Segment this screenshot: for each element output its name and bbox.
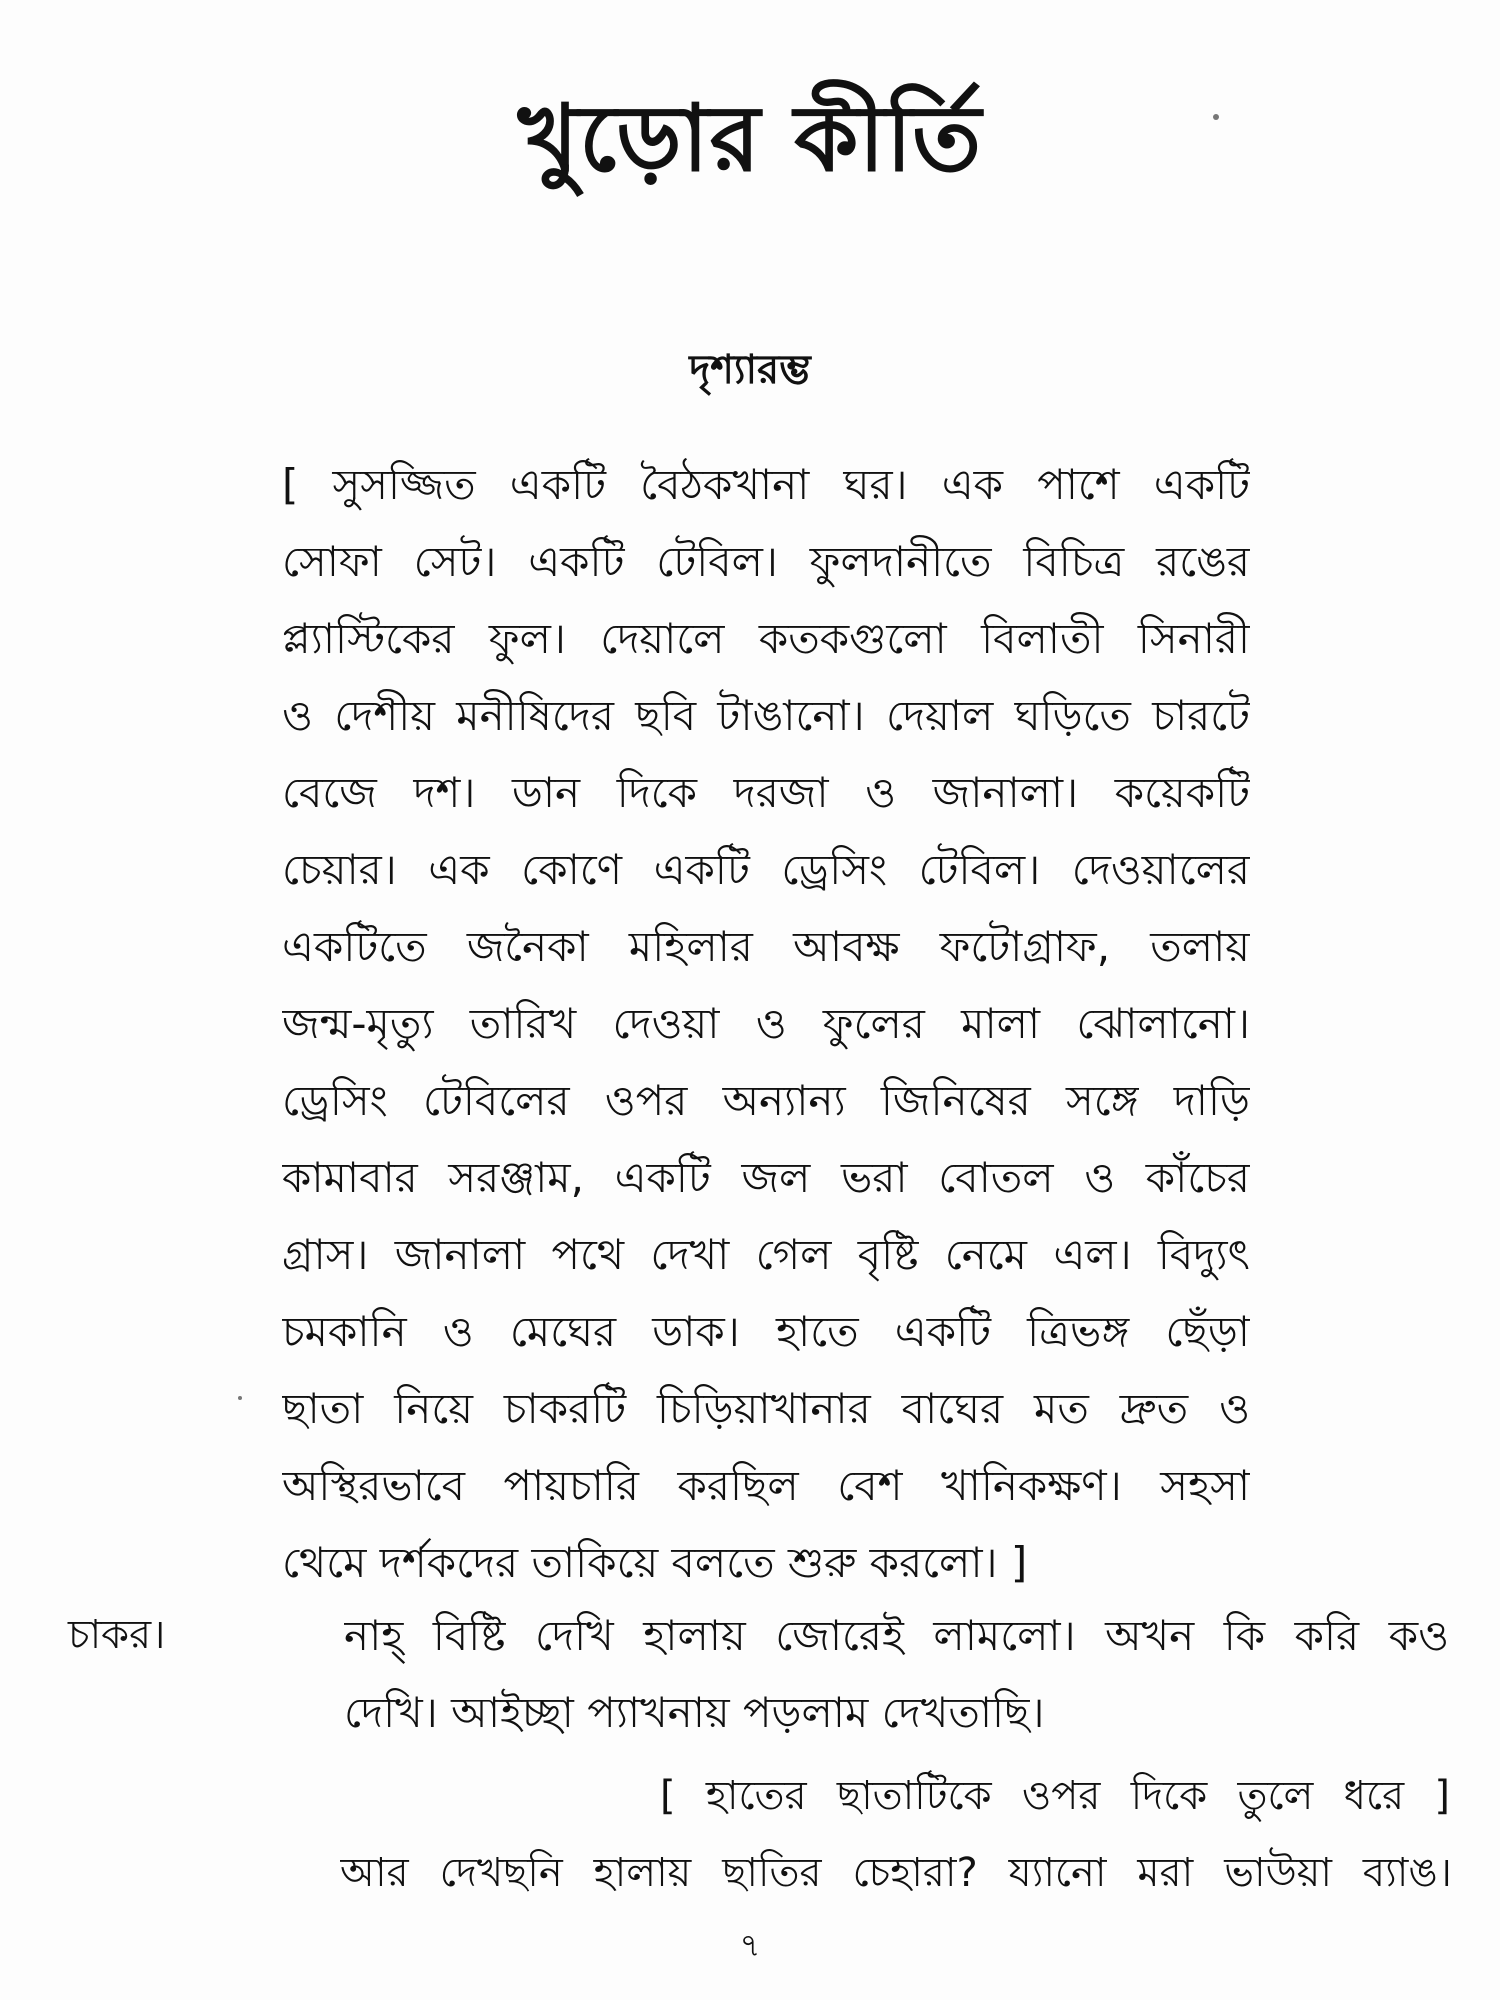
stage-description-line: ছাতা নিয়ে চাকরটি চিড়িয়াখানার বাঘের মত দ্রুত ও — [282, 1384, 1250, 1433]
stage-description-line: একটিতে জনৈকা মহিলার আবক্ষ ফটোগ্রাফ, তলায় — [282, 922, 1250, 971]
page-number: ৭ — [739, 1926, 761, 1964]
dialogue — [344, 1597, 1449, 1751]
stage-description-line: [ সুসজ্জিত একটি বৈঠকখানা ঘর। এক পাশে একটি — [282, 460, 1250, 509]
stage-description-line: ও দেশীয় মনীষিদের ছবি টাঙানো। দেয়াল ঘড়িতে চারটে — [282, 691, 1250, 740]
stage-description-line: সোফা সেট। একটি টেবিল। ফুলদানীতে বিচিত্র রঙের — [282, 537, 1250, 586]
stage-description-line: কামাবার সরঞ্জাম, একটি জল ভরা বোতল ও কাঁচের — [282, 1153, 1250, 1202]
stage-description-line: জন্ম-মৃত্যু তারিখ দেওয়া ও ফুলের মালা ঝোলানো। — [282, 999, 1250, 1048]
stage-description — [282, 446, 1250, 1601]
stage-description-line: অস্থিরভাবে পায়চারি করছিল বেশ খানিকক্ষণ। সহসা — [282, 1461, 1250, 1510]
scene-heading: দৃশ্যারম্ভ — [689, 347, 811, 393]
stage-description-line: প্ল্যাস্টিকের ফুল। দেয়ালে কতকগুলো বিলাতী সিনারী — [282, 614, 1250, 663]
stage-direction: [ হাতের ছাতাটিকে ওপর দিকে তুলে ধরে ] — [660, 1773, 1450, 1819]
dialogue-line: দেখি। আইচ্ছা প্যাখনায় পড়লাম দেখতাছি। — [344, 1688, 1045, 1737]
stage-description-line: গ্রাস। জানালা পথে দেখা গেল বৃষ্টি নেমে এল। বিদ্যুৎ — [282, 1230, 1250, 1279]
stage-description-line: থেমে দর্শকদের তাকিয়ে বলতে শুরু করলো। ] — [282, 1538, 1028, 1587]
speaker-name: চাকর। — [68, 1612, 166, 1658]
stage-description-line: চেয়ার। এক কোণে একটি ড্রেসিং টেবিল। দেওয়ালের — [282, 845, 1250, 894]
print-speck — [1213, 114, 1219, 120]
stage-description-line: ড্রেসিং টেবিলের ওপর অন্যান্য জিনিষের সঙ্গে দাড়ি — [282, 1076, 1250, 1125]
stage-description-line: বেজে দশ। ডান দিকে দরজা ও জানালা। কয়েকটি — [282, 768, 1250, 817]
play-title: খুড়োর কীর্তি — [517, 85, 983, 192]
stage-description-line: চমকানি ও মেঘের ডাক। হাতে একটি ত্রিভঙ্গ ছেঁড়া — [282, 1307, 1250, 1356]
dialogue-line: আর দেখছনি হালায় ছাতির চেহারা? য্যানো মরা ভাউয়া ব্যাঙ। — [340, 1850, 1452, 1896]
dialogue-line: নাহ্ বিষ্টি দেখি হালায় জোরেই লামলো। অখন কি করি কও — [344, 1611, 1449, 1660]
print-speck — [238, 1396, 242, 1400]
